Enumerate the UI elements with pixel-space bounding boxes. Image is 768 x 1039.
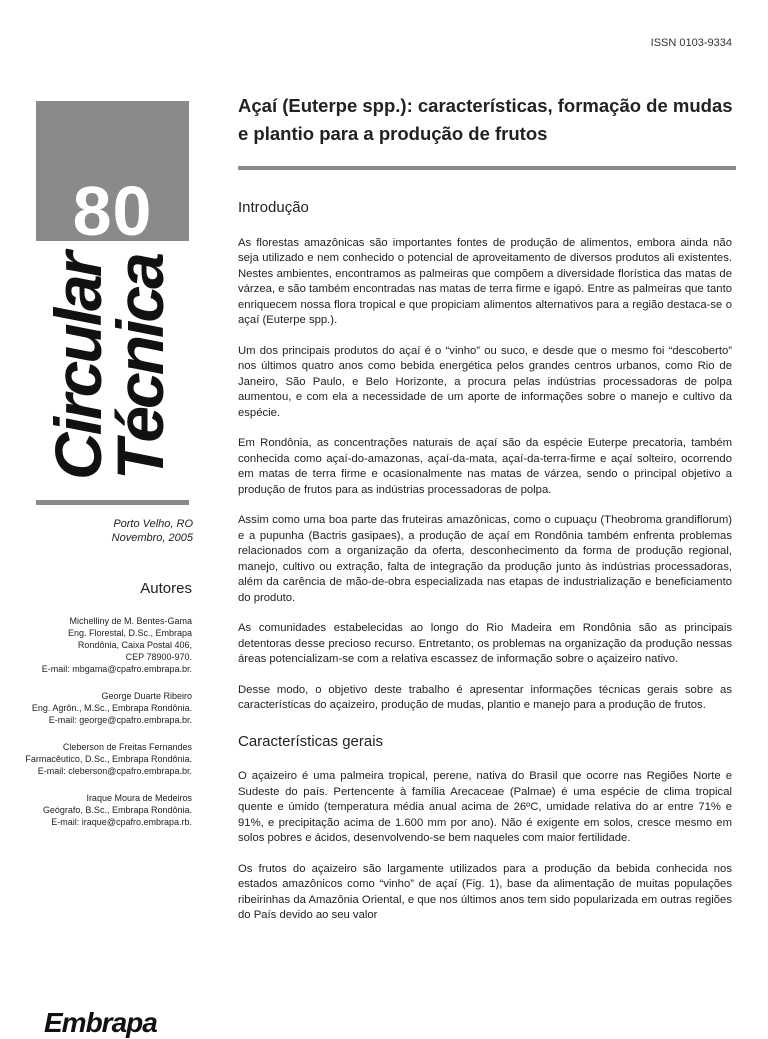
title-divider [238,166,736,170]
paragraph: Em Rondônia, as concentrações naturais de açaí são da espécie Euterpe precatoria, também conhecida como açaí-do-amazonas, açaí-da-mata, açaí-da-terra-firme e açaí solteiro, ocorrendo em matas de terra firme e ocasionalmente nas matas de várzea, sendo o principal objetivo a produção de frutos para as indústrias processadoras de polpa. [238,437,732,496]
author-email[interactable]: E-mail: iraque@cpafro.embrapa.rb. [51,817,192,827]
paragraph: Um dos principais produtos do açaí é o “vinho” ou suco, e desde que o mesmo foi “descoberto” nos últimos quatro anos como bebida energética pelos grandes centros urbanos, como Rio de Janeiro, São Paulo, e Belo Horizonte, a procura pelas indústrias processadoras de polpa aumentou, e com ela a necessidade de um aporte de informações sobre o manejo e cultivo da espécie. [238,344,732,419]
issn-number: ISSN 0103-9334 [650,37,732,49]
paragraph: As florestas amazônicas são importantes fontes de produção de alimentos, embora ainda não seja utilizado e nem conhecido o potencial de aproveitamento de diversos produtos ali existentes. Nestes ambientes, encontramos as palmeiras que compõem a diversidade florística das matas de várzea, e são também encontradas nas matas de terra firme e igapó. Entre as palmeiras que tanto enriquecem nossa flora tropical e que propiciam alimentos alternativos para a região destaca-se o açaí (Euterpe spp.). [238,236,732,326]
author-affiliation: Eng. Agrôn., M.Sc., Embrapa Rondônia. [31,703,192,713]
author-name: George Duarte Ribeiro [101,691,192,701]
authors-list [2,615,192,843]
section-heading-introducao: Introdução [238,199,309,216]
embrapa-logo: Embrapa [44,1007,157,1038]
series-name-line1: Circular [41,254,115,480]
main-content [238,200,732,939]
place-city: Porto Velho, RO [113,518,193,530]
paragraph: O açaizeiro é uma palmeira tropical, perene, nativa do Brasil que ocorre nas Regiões Norte e Sudeste do país. Pertencente à família Arecaceae (Palmae) é uma espécie de clima tropical quente e úmido (temperatura média anual acima de 26ºC, umidade relativa do ar entre 71% e 91%, e precipitação acima de 1.600 mm por ano). Não é exigente em solos, cresce mesmo em solos pobres e ácidos, desenvolvendo-se bem naqueles com maior fertilidade. [238,770,732,844]
author-email[interactable]: E-mail: george@cpafro.embrapa.br. [48,715,192,725]
author-affiliation: Farmacêutico, D.Sc., Embrapa Rondônia. [25,754,192,764]
paragraph: Os frutos do açaizeiro são largamente utilizados para a produção da bebida conhecida nos estados amazônicos como “vinho” de açaí (Fig. 1), base da alimentação de muitas populações ribeirinhas da Amazônia Oriental, e que nos últimos anos tem sido popularizada em outras regiões do País devido ao seu valor [238,862,732,921]
author-address: CEP 78900-970. [125,652,192,662]
authors-heading: Autores [140,580,192,597]
author-name: Iraque Moura de Medeiros [86,793,192,803]
author-entry [2,690,192,726]
place-date [112,517,193,545]
author-entry [2,792,192,828]
series-number: 80 [72,172,153,250]
sidebar-divider [36,500,189,505]
paragraph: Desse modo, o objetivo deste trabalho é apresentar informações técnicas gerais sobre as características do açaizeiro, produção de mudas, plantio e manejo para a produção de frutos. [238,683,732,711]
author-entry [2,615,192,675]
author-affiliation: Rondônia, Caixa Postal 406, [77,640,192,650]
publication-date: Novembro, 2005 [111,532,193,544]
section-heading-caracteristicas: Características gerais [238,732,384,750]
author-name: Cleberson de Freitas Fernandes [62,742,192,752]
author-email[interactable]: E-mail: mbgama@cpafro.embrapa.br. [41,664,192,674]
author-entry [2,741,192,777]
author-affiliation: Geógrafo, B.Sc., Embrapa Rondônia. [42,805,192,815]
paragraph: Assim como uma boa parte das fruteiras amazônicas, como o cupuaçu (Theobroma grandiflorum) e a pupunha (Bactris gasipaes), a produção de açaí em Rondônia também enfrenta problemas relacionados com a organização da oferta, desconhecimento da forma de produção regional, manejo, cultivo ou extração, falta de integração da produção junto às indústrias processadoras, além da carência de mão-de-obra especializada nas etapas de industrialização e beneficiamento do produto. [238,514,732,604]
author-affiliation: Eng. Florestal, D.Sc., Embrapa [67,628,192,638]
author-email[interactable]: E-mail: cleberson@cpafro.embrapa.br. [37,766,192,776]
series-name-line2: Técnica [103,255,177,480]
paragraph: As comunidades estabelecidas ao longo do Rio Madeira em Rondônia são as principais detentoras desse precioso recurso. Entretanto, os problemas na organização da produção nessas áreas potencializam-se com a relativa escassez de informação sobre o açaizeiro nativo. [238,622,732,665]
author-name: Michelliny de M. Bentes-Gama [69,616,192,626]
document-title: Açaí (Euterpe spp.): características, formação de mudas e plantio para a produção de frutos [238,95,733,144]
series-name [41,254,177,480]
